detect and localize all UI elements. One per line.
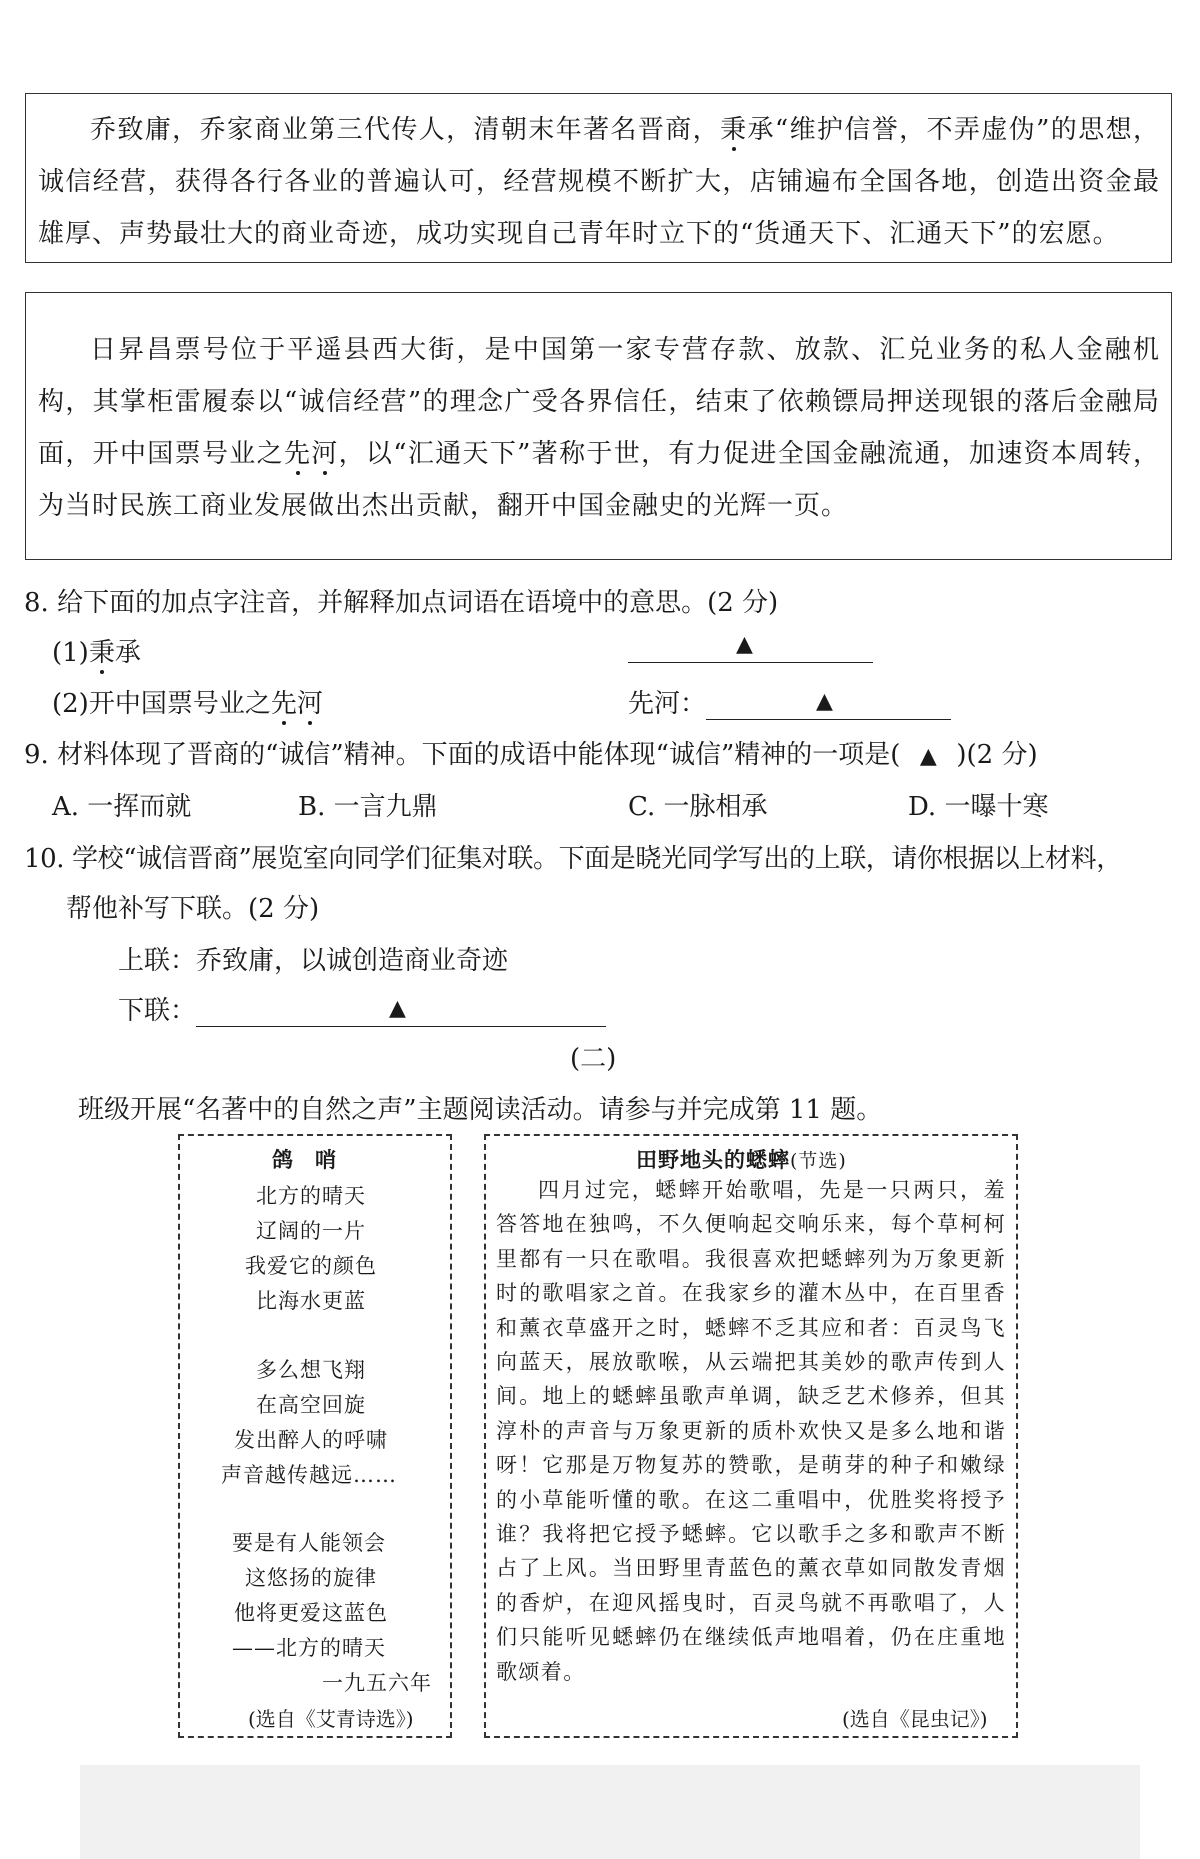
option-c: C. 一脉相承 (628, 792, 768, 822)
poem-line: 他将更爱这蓝色 (234, 1601, 388, 1625)
triangle-icon: ▲ (736, 632, 753, 657)
poem-date: 一九五六年 (322, 1671, 432, 1695)
poem-line: 在高空回旋 (256, 1393, 366, 1417)
poem-line: 北方的晴天 (256, 1184, 366, 1208)
emphasis-char: 秉 (720, 115, 748, 145)
prose-text: 四月过完，蟋蟀开始歌唱，先是一只两只，羞答答地在独鸣，不久便响起交响乐来，每个草柯柯里都有一只在歌唱。我很喜欢把蟋蟀列为万象更新时的歌唱家之首。在我家乡的灌木丛中，在百里香和薰衣草盛开之时，蟋蟀不乏其应和者：百灵鸟飞向蓝天，展放歌喉，从云端把其美妙的歌声传到人间。地上的蟋蟀虽歌声单调，缺乏艺术修养，但其淳朴的声音与万象更新的质朴欢快又是多么地和谐呀！它那是万物复苏的赞歌，是萌芽的种子和嫩绿的小草能听懂的歌。在这二重唱中，优胜奖将授予谁？我将把它授予蟋蟀。它以歌手之多和歌声不断占了上风。当田野里青蓝色的薰衣草如同散发青烟的香炉，在迎风摇曳时，百灵鸟就不再歌唱了，人们只能听见蟋蟀仍在继续低声地唱着，仍在庄重地歌颂着。 (496, 1178, 1006, 1684)
answer-label: 先河： (628, 689, 707, 719)
poem-line: ——北方的晴天 (232, 1636, 386, 1660)
triangle-icon: ▲ (816, 689, 833, 714)
option-b: B. 一言九鼎 (298, 792, 438, 822)
couplet-upper: 上联：乔致庸，以诚创造商业奇迹 (118, 946, 509, 976)
section-heading: (二) (570, 1044, 617, 1074)
option-a: A. 一挥而就 (52, 792, 192, 822)
bottom-shade (80, 1765, 1140, 1859)
poem-title: 鸽哨 (272, 1147, 358, 1172)
triangle-icon: ▲ (919, 744, 937, 769)
emphasis-char: 先 (283, 439, 312, 469)
section-intro: 班级开展“名著中的自然之声”主题阅读活动。请参与并完成第 11 题。 (78, 1095, 883, 1125)
poem-line: 发出醉人的呼啸 (234, 1428, 388, 1452)
question-8-item-2: (2)开中国票号业之先河 (52, 689, 323, 719)
poem-line: 声音越传越远…… (221, 1463, 397, 1487)
poem-line: 我爱它的颜色 (245, 1254, 377, 1278)
question-8-stem: 8. 给下面的加点字注音，并解释加点词语在语境中的意思。(2 分) (24, 588, 779, 618)
prose-title: 田野地头的蟋蟀(节选) (636, 1147, 847, 1172)
emphasis-char: 河 (311, 439, 339, 469)
poem-line: 多么想飞翔 (256, 1358, 366, 1382)
poem-line: 比海水更蓝 (256, 1289, 366, 1313)
answer-slot-9[interactable] (900, 740, 956, 770)
question-8-item-1: (1)秉承 (52, 638, 141, 668)
answer-label: 下联： (118, 996, 197, 1026)
poem-line: 辽阔的一片 (256, 1219, 366, 1243)
passage-2-text: 日昇昌票号位于平遥县西大街，是中国第一家专营存款、放款、汇兑业务的私人金融机构，其掌柜雷履泰以“诚信经营”的理念广受各界信任，结束了依赖镖局押送现银的落后金融局面，开中国票号业之先河，以“汇通天下”著称于世，有力促进全国金融流通，加速资本周转，为当时民族工商业发展做出杰出贡献，翻开中国金融史的光辉一页。 (38, 335, 1160, 521)
prose-source: (选自《昆虫记》) (842, 1707, 988, 1731)
couplet-lower[interactable] (118, 990, 606, 1027)
answer-blank-8-2[interactable] (628, 683, 951, 720)
poem-line: 这悠扬的旋律 (245, 1566, 377, 1590)
poem-line: 要是有人能领会 (232, 1531, 386, 1555)
poem-source: (选自《艾青诗选》) (248, 1707, 414, 1731)
question-10-stem-line-1: 10. 学校“诚信晋商”展览室向同学们征集对联。下面是晓光同学写出的上联，请你根据以上材料， (24, 844, 1122, 874)
triangle-icon: ▲ (389, 996, 406, 1021)
question-10-stem-line-2: 帮他补写下联。(2 分) (66, 894, 320, 924)
question-9-stem: 9. 材料体现了晋商的“诚信”精神。下面的成语中能体现“诚信”精神的一项是( ▲ )(2 分) (24, 740, 1038, 770)
passage-1-text: 乔致庸，乔家商业第三代传人，清朝末年著名晋商，秉承“维护信誉，不弄虚伪”的思想，诚信经营，获得各行各业的普遍认可，经营规模不断扩大，店铺遍布全国各地，创造出资金最雄厚、声势最壮大的商业奇迹，成功实现自己青年时立下的“货通天下、汇通天下”的宏愿。 (38, 115, 1160, 249)
answer-blank-8-1[interactable] (628, 632, 873, 663)
option-d: D. 一曝十寒 (908, 792, 1049, 822)
